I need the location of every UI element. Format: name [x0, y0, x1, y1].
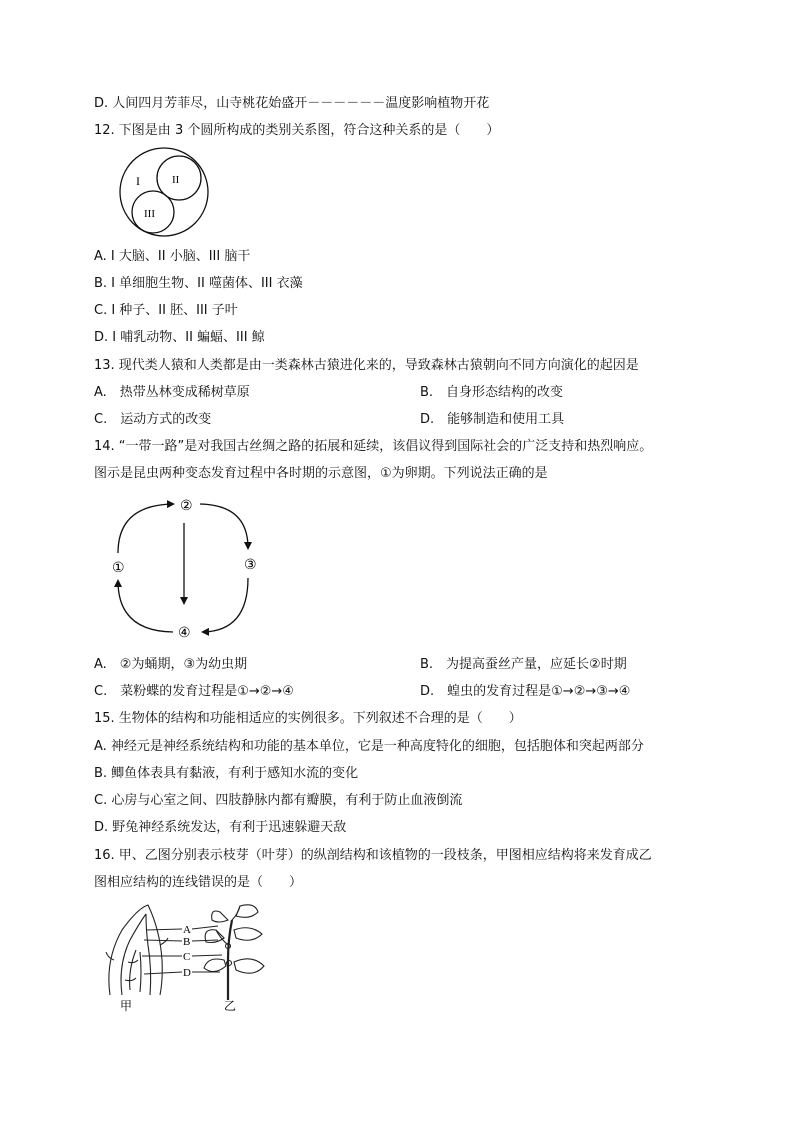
q14-option-d: D. 蝗虫的发育过程是①→②→③→④ [420, 684, 631, 699]
q14-stem-line1: 14. “一带一路”是对我国古丝绸之路的拓展和延续，该倡议得到国际社会的广泛支持和热烈响应。 [94, 439, 653, 454]
q16-bud-and-branch-figure [100, 900, 275, 1015]
q14-option-a: A. ②为蛹期，③为幼虫期 [94, 657, 248, 672]
stage-label-1: ① [112, 561, 125, 576]
q13-stem: 13. 现代类人猿和人类都是由一类森林古猿进化来的，导致森林古猿朝向不同方向演化的起因是 [94, 358, 639, 373]
q14-option-c: C. 菜粉蝶的发育过程是①→②→④ [94, 684, 294, 699]
venn-label-1: I [136, 174, 140, 188]
venn-label-3: III [144, 208, 155, 220]
q15-option-c: C. 心房与心室之间、四肢静脉内都有瓣膜，有利于防止血液倒流 [94, 793, 463, 808]
q15-option-d: D. 野兔神经系统发达，有利于迅速躲避天敌 [94, 820, 347, 835]
caption-yi: 乙 [224, 999, 237, 1013]
label-a: A [183, 924, 191, 936]
label-d: D [183, 967, 191, 979]
arrow-4-to-1 [118, 581, 173, 632]
branch-drawing [204, 905, 264, 1000]
q13-option-c: C. 运动方式的改变 [94, 412, 212, 427]
q12-option-b: B. I 单细胞生物、II 噬菌体、III 衣藻 [94, 276, 303, 291]
q13-option-b: B. 自身形态结构的改变 [420, 385, 564, 400]
q12-venn-diagram [112, 145, 217, 240]
caption-jia: 甲 [120, 999, 133, 1013]
arrow-1-to-2 [118, 504, 173, 553]
venn-label-2: II [172, 174, 180, 186]
q14-stem-line2: 图示是昆虫两种变态发育过程中各时期的示意图，①为卵期。下列说法正确的是 [94, 466, 548, 481]
q12-stem: 12. 下图是由 3 个圆所构成的类别关系图，符合这种关系的是（ ） [94, 123, 500, 138]
stage-label-4: ④ [178, 626, 191, 641]
q15-option-b: B. 鲫鱼体表具有黏液，有利于感知水流的变化 [94, 766, 359, 781]
q15-stem: 15. 生物体的结构和功能相适应的实例很多。下列叙述不合理的是（ ） [94, 711, 522, 726]
label-b: B [183, 936, 191, 948]
q12-option-c: C. I 种子、II 胚、III 子叶 [94, 303, 238, 318]
label-c: C [183, 951, 191, 963]
q16-stem-line1: 16. 甲、乙图分别表示枝芽（叶芽）的纵剖结构和该植物的一段枝条，甲图相应结构将来发育成乙 [94, 848, 652, 863]
q13-option-d: D. 能够制造和使用工具 [420, 412, 565, 427]
q11-option-d: D. 人间四月芳菲尽，山寺桃花始盛开－－－－－－温度影响植物开花 [94, 96, 490, 111]
stage-label-2: ② [180, 499, 193, 514]
q15-option-a: A. 神经元是神经系统结构和功能的基本单位，它是一种高度特化的细胞，包括胞体和突起两部分 [94, 739, 644, 754]
bud-section-drawing [106, 905, 168, 995]
arrow-2-to-3 [200, 504, 248, 548]
stage-label-3: ③ [244, 558, 257, 573]
q12-option-a: A. I 大脑、II 小脑、III 脑干 [94, 249, 251, 264]
q14-lifecycle-diagram [108, 493, 268, 643]
q16-stem-line2: 图相应结构的连线错误的是（ ） [94, 875, 303, 890]
arrow-3-to-4 [203, 578, 248, 632]
label-lines [142, 926, 222, 974]
q12-option-d: D. I 哺乳动物、II 蝙蝠、III 鲸 [94, 330, 265, 345]
q14-option-b: B. 为提高蚕丝产量，应延长②时期 [420, 657, 627, 672]
q13-option-a: A. 热带丛林变成稀树草原 [94, 385, 250, 400]
